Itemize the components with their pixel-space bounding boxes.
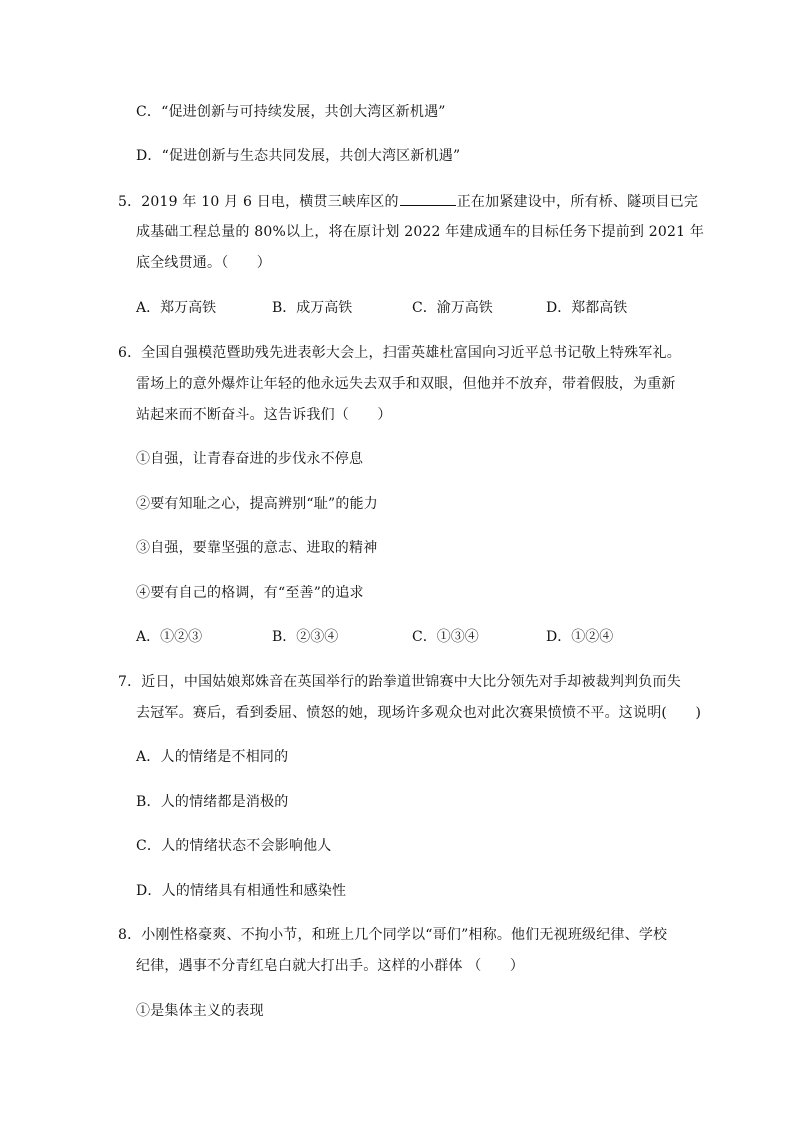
q6-option-a: A．①②③ <box>136 629 203 645</box>
q5-option-c: C．渝万高铁 <box>412 300 493 316</box>
q7-stem-line-2: 去冠军。赛后，看到委屈、愤怒的她，现场许多观众也对此次赛果愤愤不平。这说明( ) <box>136 705 702 721</box>
q6-item-4: ④要有自己的格调，有“至善”的追求 <box>136 585 364 601</box>
q6-option-b: B．②③④ <box>272 629 339 645</box>
q6-item-1: ①自强，让青春奋进的步伐永不停息 <box>136 451 364 467</box>
q5-stem-line-3: 底全线贯通。（ ） <box>136 255 271 271</box>
q6-item-2: ②要有知耻之心，提高辨别“耻”的能力 <box>136 496 378 512</box>
q5-stem-part-b: 正在加紧建设中，所有桥、隧项目已完 <box>456 194 699 210</box>
q6-item-3: ③自强，要靠坚强的意志、进取的精神 <box>136 540 378 556</box>
q6-option-c: C．①③④ <box>412 629 479 645</box>
q8-stem-line-2: 纪律，遇事不分青红皂白就大打出手。这样的小群体 （ ） <box>136 958 525 974</box>
q6-stem-line-1: 6．全国自强模范暨助残先进表彰大会上，扫雷英雄杜富国向习近平总书记敬上特殊军礼。 <box>118 345 681 361</box>
q7-option-d: D．人的情绪具有相通性和感染性 <box>136 883 347 899</box>
q6-stem-line-2: 雷场上的意外爆炸让年轻的他永远失去双手和双眼，但他并不放弃，带着假肢，为重新 <box>136 376 676 392</box>
q7-option-c: C．人的情绪状态不会影响他人 <box>136 838 332 854</box>
q4-option-c: C．“促进创新与可持续发展，共创大湾区新机遇” <box>136 104 446 120</box>
q5-stem-line-1 <box>118 191 698 212</box>
q7-stem-line-1: 7．近日，中国姑娘郑姝音在英国举行的跆拳道世锦赛中大比分领先对手却被裁判判负而失 <box>118 674 681 690</box>
q5-option-b: B．成万高铁 <box>272 300 353 316</box>
q8-item-1: ①是集体主义的表现 <box>136 1003 264 1019</box>
answer-blank <box>400 191 456 206</box>
q4-option-d: D．“促进创新与生态共同发展，共创大湾区新机遇” <box>136 148 461 164</box>
q5-stem-line-2: 成基础工程总量的 80%以上，将在原计划 2022 年建成通车的目标任务下提前到 2021 年 <box>136 224 705 240</box>
q7-option-a: A．人的情绪是不相同的 <box>136 749 289 765</box>
q7-option-b: B．人的情绪都是消极的 <box>136 794 289 810</box>
q5-option-a: A．郑万高铁 <box>136 300 217 316</box>
q8-stem-line-1: 8．小刚性格豪爽、不拘小节，和班上几个同学以“哥们”相称。他们无视班级纪律、学校 <box>118 927 668 943</box>
q5-option-d: D．郑都高铁 <box>546 300 628 316</box>
q5-stem-part-a: 5．2019 年 10 月 6 日电，横贯三峡库区的 <box>118 194 399 210</box>
q6-stem-line-3: 站起来而不断奋斗。这告诉我们（ ） <box>136 407 392 423</box>
q6-option-d: D．①②④ <box>546 629 614 645</box>
